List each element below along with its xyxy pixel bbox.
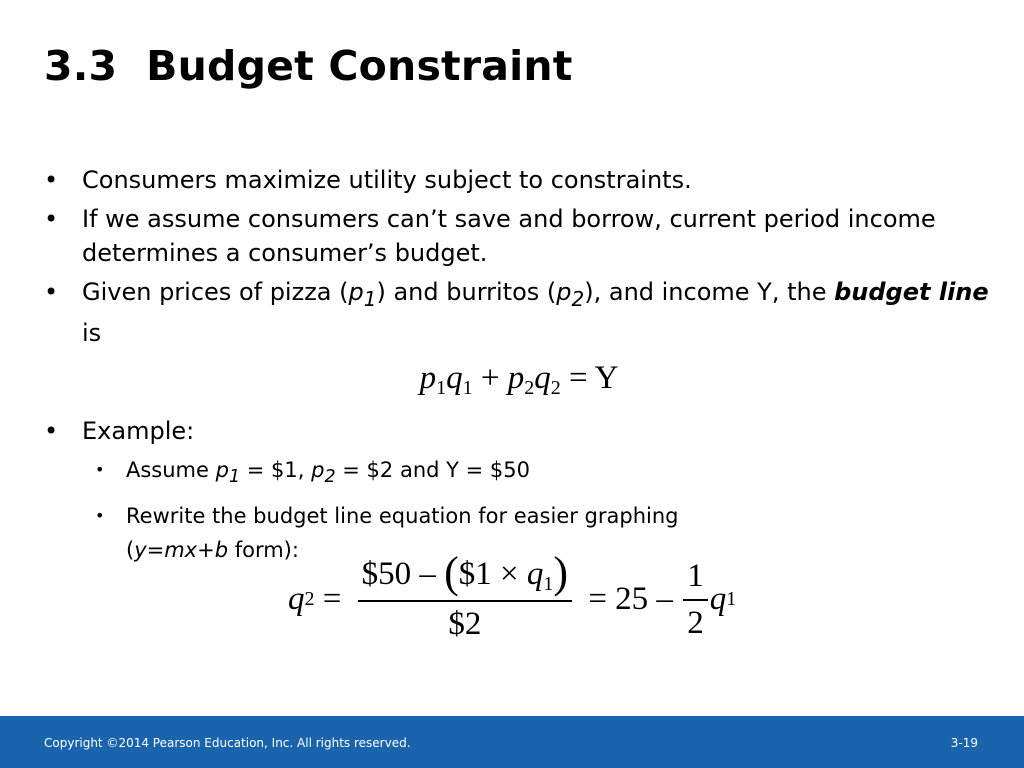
eq-subscript: 1 — [436, 376, 447, 399]
eq-subscript: 1 — [726, 588, 737, 610]
slide-footer — [0, 716, 1024, 768]
eq-subscript: 1 — [462, 376, 473, 399]
eq-symbol: p — [419, 359, 437, 396]
eq-symbol: p — [507, 359, 525, 396]
bullet-text: = $1, — [240, 457, 312, 482]
bullet-text: Consumers maximize utility subject to constraints. — [82, 166, 692, 194]
budget-line-term: budget line — [834, 278, 989, 306]
bullet-item — [44, 163, 994, 197]
bullet-text: Rewrite the budget line equation for easier graphing — [126, 503, 679, 528]
eq-operator: = — [314, 581, 350, 617]
fraction-denominator: 2 — [687, 604, 704, 641]
fraction-denominator: $2 — [448, 606, 482, 642]
bullet-text: is — [82, 318, 102, 347]
bullet-item — [44, 414, 994, 448]
price-symbol: p — [348, 278, 364, 306]
eq-symbol: q — [709, 581, 727, 617]
eq-symbol: q — [446, 359, 463, 396]
paren-open: ( — [444, 548, 459, 597]
eq-symbol: Y — [594, 359, 619, 396]
price-symbol: p — [556, 278, 572, 306]
eq-symbol: q — [288, 581, 305, 617]
subscript: 2 — [324, 466, 336, 487]
eq-term: $50 – — [361, 556, 445, 592]
bullet-text: form): — [228, 537, 299, 562]
fraction-numerator: 1 — [687, 557, 704, 594]
slide-title: 3.3 Budget Constraint — [44, 42, 573, 90]
bullet-text: ) and burritos ( — [376, 278, 557, 306]
subscript: 1 — [363, 286, 377, 311]
bullet-item — [44, 202, 994, 270]
budget-line-equation — [44, 358, 994, 408]
sub-bullet-item — [44, 453, 994, 494]
bullet-text: Given prices of pizza ( — [82, 278, 349, 306]
bullet-text: If we assume consumers can’t save and borrow, current period income determines a consumer’s budget. — [82, 205, 936, 267]
eq-operator: = — [560, 359, 595, 396]
eq-subscript: 2 — [524, 376, 535, 399]
form-text: y=mx+b — [134, 537, 229, 562]
slide-body — [44, 163, 994, 572]
eq-term: $1 × — [458, 556, 527, 592]
bullet-item — [44, 275, 994, 350]
bullet-text: ), and income Y, the — [584, 278, 835, 306]
paren-close: ) — [553, 548, 569, 597]
price-symbol: p — [215, 457, 229, 482]
bullet-text: Example: — [82, 416, 195, 445]
bullet-text: Assume — [126, 457, 216, 482]
half-fraction — [683, 558, 708, 642]
eq-subscript: 1 — [543, 573, 554, 595]
eq-subscript: 2 — [304, 588, 315, 610]
eq-symbol: q — [526, 556, 544, 592]
subscript: 2 — [571, 286, 585, 311]
fraction-numerator — [358, 548, 572, 600]
page-number: 3-19 — [950, 736, 978, 750]
bullet-text: = $2 and Y = $50 — [335, 457, 530, 482]
eq-operator: + — [472, 359, 508, 396]
eq-subscript: 2 — [550, 376, 561, 399]
copyright-text: Copyright ©2014 Pearson Education, Inc. All rights reserved. — [44, 736, 411, 750]
eq-symbol: q — [534, 359, 551, 396]
rewritten-equation — [288, 548, 737, 643]
fraction — [358, 548, 572, 643]
subscript: 1 — [228, 466, 241, 487]
price-symbol: p — [311, 457, 325, 482]
eq-term: = 25 – — [580, 581, 682, 617]
bullet-text: ( — [126, 537, 135, 562]
